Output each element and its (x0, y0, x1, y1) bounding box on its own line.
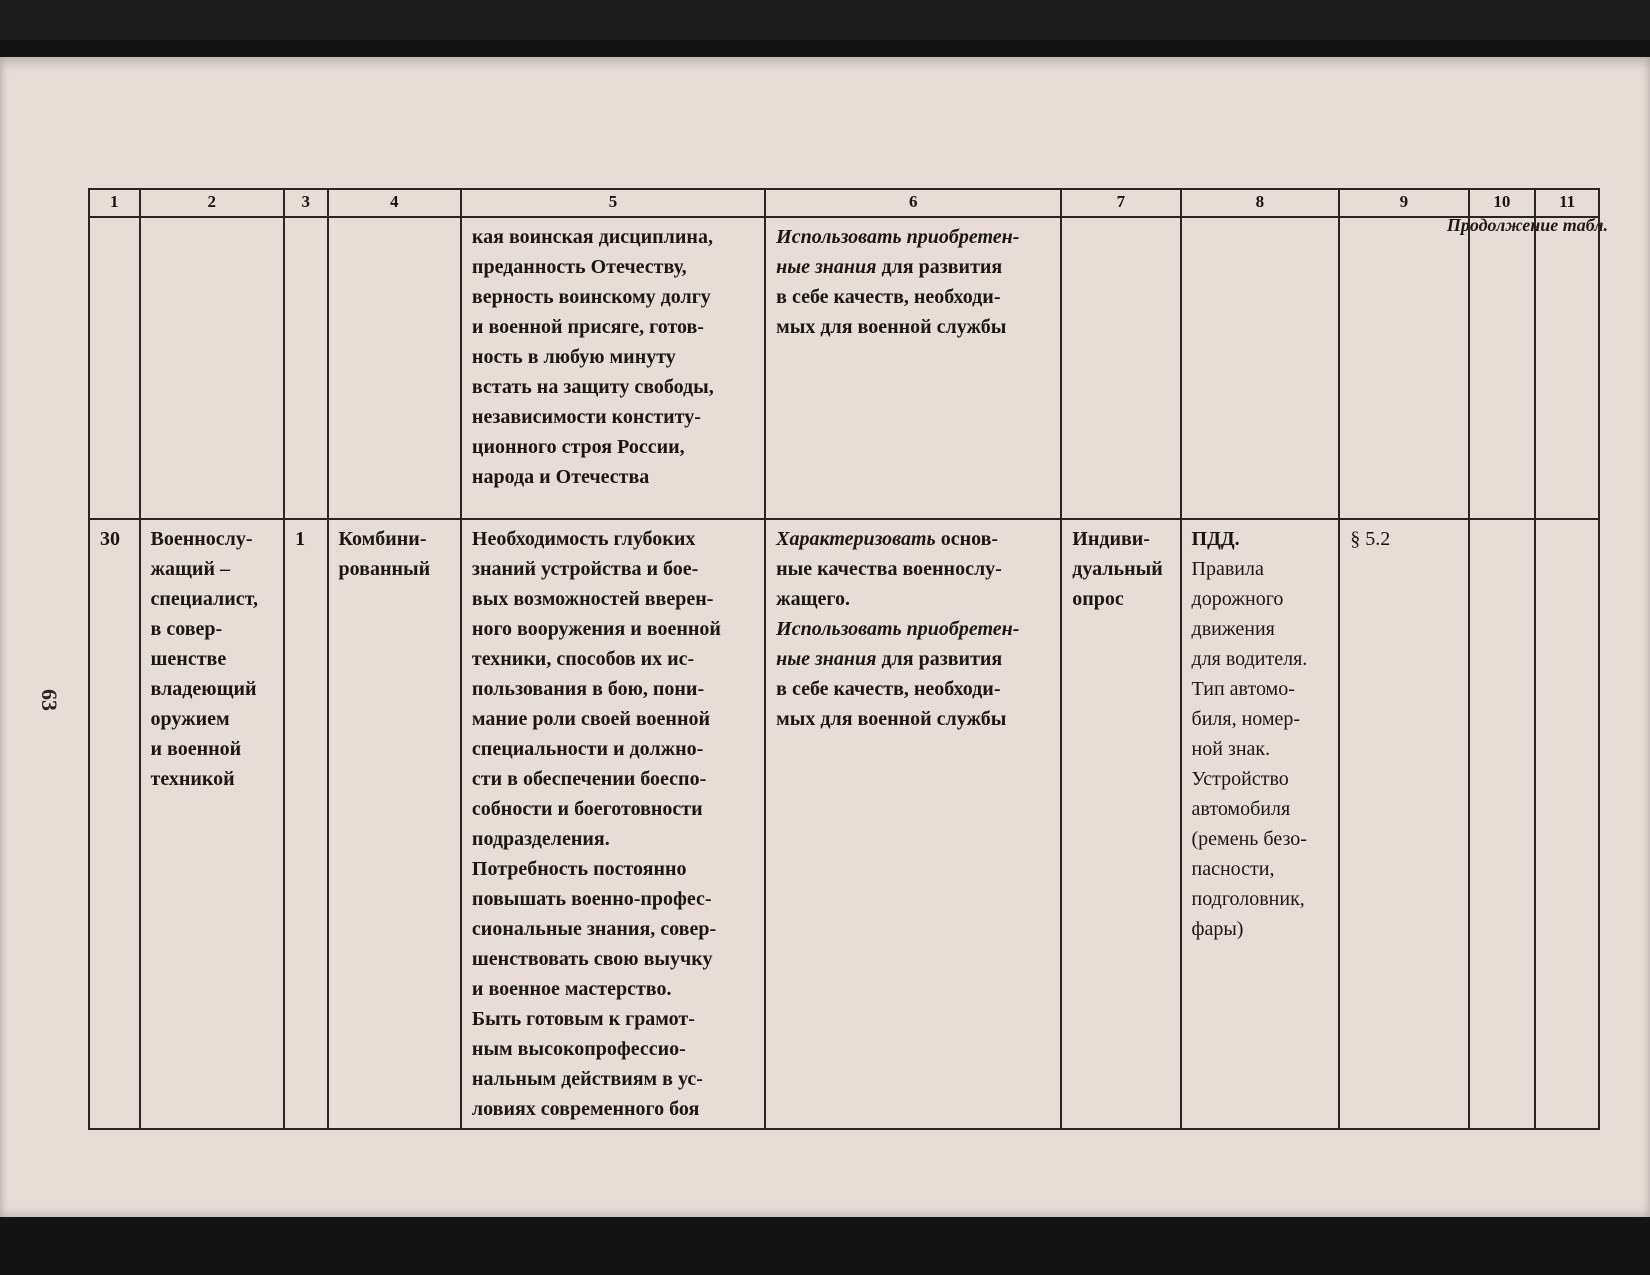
cell-empty (1061, 217, 1180, 519)
column-header-7: 7 (1061, 189, 1180, 217)
cell-empty (89, 217, 140, 519)
column-header-11: 11 (1535, 189, 1599, 217)
column-number-row (89, 189, 1599, 217)
column-header-2: 2 (140, 189, 285, 217)
column-header-5: 5 (461, 189, 765, 217)
table-row-30 (89, 519, 1599, 1129)
scan-background-top (0, 0, 1650, 40)
table-continuation-label: Продолжение табл. (1446, 215, 1608, 235)
lesson-plan-table (88, 188, 1600, 1130)
cell-empty (1469, 217, 1536, 519)
column-header-9: 9 (1339, 189, 1468, 217)
cell-empty (1181, 217, 1340, 519)
cell-student-activity (765, 519, 1061, 1129)
activity-verb-2: Использовать приобретен- ные знания (776, 618, 1020, 670)
column-header-1: 1 (89, 189, 140, 217)
cell-lesson-topic: Военнослу- жащий – специалист, в совер- шенстве владеющий оружием и военной техникой (140, 519, 285, 1129)
column-header-10: 10 (1469, 189, 1536, 217)
cell-homework: § 5.2 (1339, 519, 1468, 1129)
table-row-continued (89, 217, 1599, 519)
cell-student-activity (765, 217, 1061, 519)
cell-col10 (1469, 519, 1536, 1129)
cell-hours: 1 (284, 519, 327, 1129)
cell-lesson-content: кая воинская дисциплина, преданность Отечеству, верность воинскому долгу и военной присяге, готов- ность в любую минуту встать на защиту свободы, независимости конститу- ционного строя России, народа и Отечества (461, 217, 765, 519)
cell-col11 (1535, 519, 1599, 1129)
activity-verb-1: Характеризовать (776, 528, 936, 550)
column-header-3: 3 (284, 189, 327, 217)
column-header-8: 8 (1181, 189, 1340, 217)
cell-empty (328, 217, 461, 519)
activity-text-1: основ- ные качества военнослу- жащего. (776, 528, 1002, 610)
activity-text-2: для развития в себе качеств, необходи- мых для военной службы (776, 648, 1007, 730)
activity-text: для развития в себе качеств, необходи- мых для военной службы (776, 256, 1007, 338)
activity-verb: Использовать приобретен- ные знания (776, 226, 1020, 278)
column-header-6: 6 (765, 189, 1061, 217)
cell-empty (1535, 217, 1599, 519)
cell-lesson-number: 30 (89, 519, 140, 1129)
page-number: 63 (37, 689, 62, 711)
cell-lesson-type: Комбини- рованный (328, 519, 461, 1129)
extra-topic-text: Правила дорожного движения для водителя. Тип автомо- биля, номер- ной знак. Устройство автомобиля (ремень безо- пасности, подголовник, фары) (1191, 558, 1308, 940)
cell-empty (1339, 217, 1468, 519)
cell-lesson-content: Необходимость глубоких знаний устройства и бое- вых возможностей вверен- ного вооружения и военной техники, способов их ис- пользования в бою, пони- мание роли своей военной специальности и должно- сти в обеспечении боеспо- собности и боеготовности подразделения. Потребность постоянно повышать военно-профес- сиональные знания, совер- шенствовать свою выучку и военное мастерство. Быть готовым к грамот- ным высокопрофессио- нальным действиям в ус- ловиях современного боя (461, 519, 765, 1129)
cell-control-form: Индиви- дуальный опрос (1061, 519, 1180, 1129)
extra-topic-heading: ПДД. (1191, 528, 1240, 550)
cell-empty (140, 217, 285, 519)
column-header-4: 4 (328, 189, 461, 217)
cell-empty (284, 217, 327, 519)
cell-extra-topic (1181, 519, 1340, 1129)
